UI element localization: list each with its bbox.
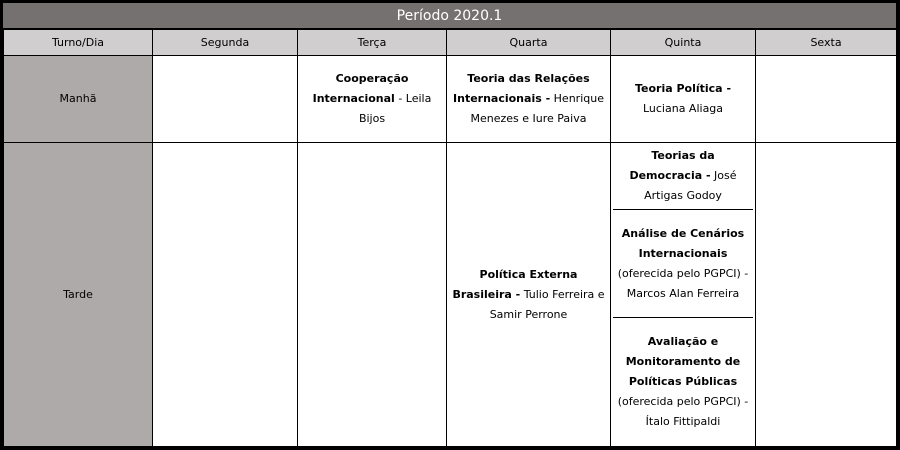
course-teacher: (oferecida pelo PGPCI) - Marcos Alan Ferreira: [617, 266, 749, 300]
header-sexta: Sexta: [756, 30, 897, 56]
afternoon-terca-cell: [298, 143, 447, 447]
shift-morning: Manhã: [4, 56, 153, 143]
schedule-frame: [3, 3, 896, 447]
morning-sexta-cell: [756, 56, 897, 143]
course-teacher: José Artigas Godoy: [644, 169, 737, 202]
schedule-table: [3, 29, 897, 447]
afternoon-quinta-cell: [611, 143, 756, 447]
quinta-course-1: [613, 143, 753, 210]
course-teacher: Luciana Aliaga: [642, 102, 724, 115]
schedule-title: Período 2020.1: [3, 3, 896, 29]
morning-quinta-cell: [611, 56, 756, 143]
morning-terca-cell: Cooperação Internacional - Leila Bijos: [298, 56, 447, 143]
header-quinta: Quinta: [611, 30, 756, 56]
header-segunda: Segunda: [153, 30, 298, 56]
course-teacher: Leila Bijos: [358, 92, 432, 125]
header-terca: Terça: [298, 30, 447, 56]
course-name: Análise de Cenários Internacionais: [621, 226, 745, 260]
morning-quarta-cell: [447, 56, 611, 143]
course-name: Teorias da Democracia -: [629, 149, 715, 182]
course-name: Política Externa Brasileira -: [452, 267, 578, 301]
course-name: Cooperação Internacional: [312, 72, 409, 105]
morning-row: [4, 56, 897, 143]
course-name: Teoria das Relações Internacionais -: [453, 72, 590, 105]
morning-segunda-cell: [153, 56, 298, 143]
header-turno-dia: Turno/Dia: [4, 30, 153, 56]
course-name: Avaliação e Monitoramento de Políticas Públicas: [625, 335, 741, 388]
course-teacher: (oferecida pelo PGPCI) - Ítalo Fittipaldi: [617, 395, 749, 428]
header-quarta: Quarta: [447, 30, 611, 56]
quinta-course-2: [613, 210, 753, 318]
afternoon-row: [4, 143, 897, 447]
quinta-course-3: [613, 318, 753, 446]
afternoon-sexta-cell: [756, 143, 897, 447]
shift-afternoon: Tarde: [4, 143, 153, 447]
afternoon-quarta-cell: [447, 143, 611, 447]
course-teacher: Tulio Ferreira e Samir Perrone: [489, 287, 605, 321]
quinta-course-stack: [613, 143, 753, 446]
afternoon-segunda-cell: [153, 143, 298, 447]
course-teacher: Henrique Menezes e Iure Paiva: [470, 92, 604, 125]
header-row: [4, 30, 897, 56]
course-name: Teoria Política -: [634, 82, 732, 95]
